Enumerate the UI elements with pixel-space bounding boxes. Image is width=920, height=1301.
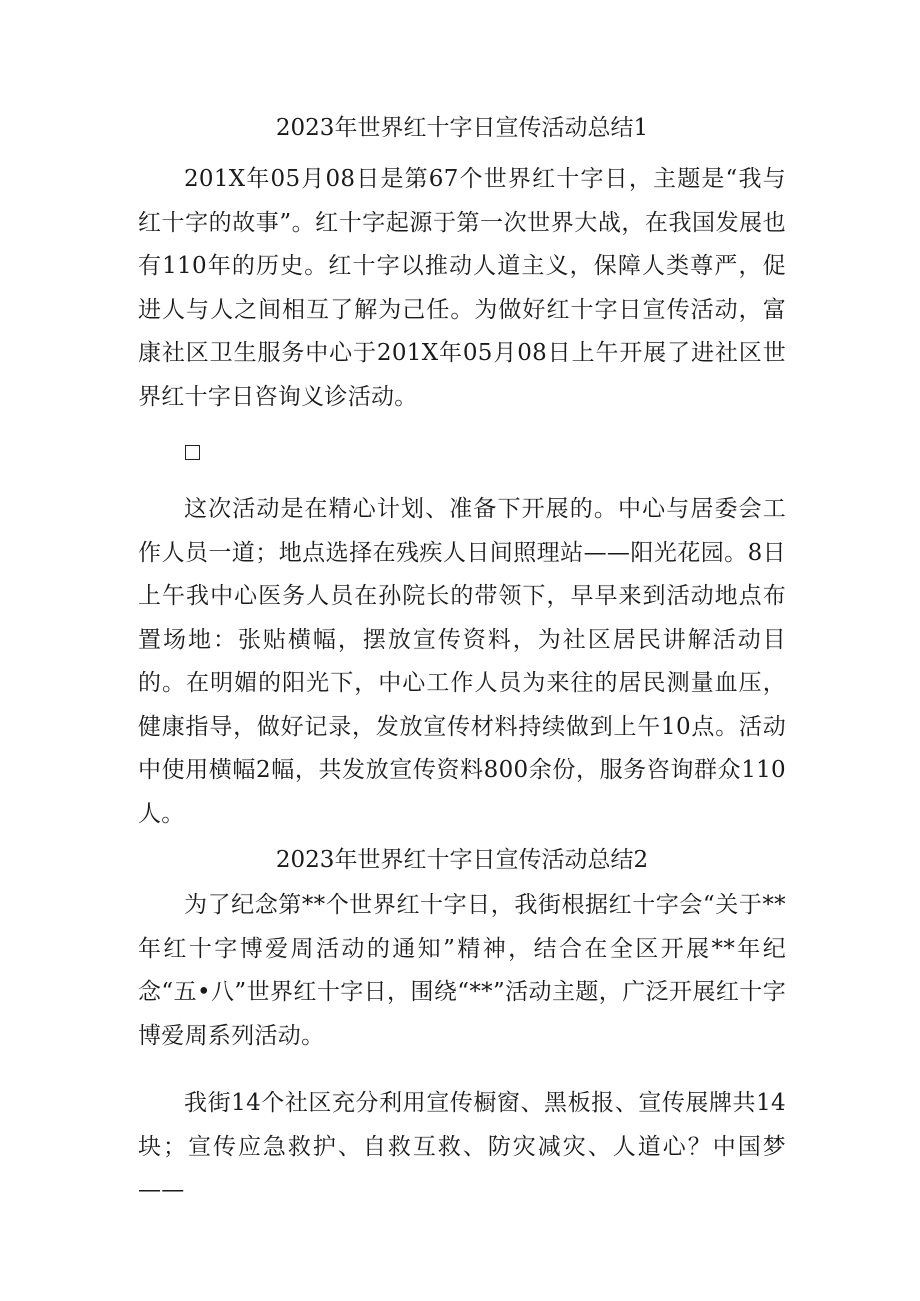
section-1-paragraph-2: 这次活动是在精心计划、准备下开展的。中心与居委会工作人员一道；地点选择在残疾人日间照理站——阳光花园。8日上午我中心医务人员在孙院长的带领下，早早来到活动地点布置场地：张贴横幅，摆放宣传资料，为社区居民讲解活动目的。在明媚的阳光下，中心工作人员为来往的居民测量血压，健康指导，做好记录，发放宣传材料持续做到上午10点。活动中使用横幅2幅，共发放宣传资料800余份，服务咨询群众110人。 bbox=[138, 496, 786, 827]
section-2-title: 2023年世界红十字日宣传活动总结2 bbox=[275, 847, 649, 873]
placeholder-box-line bbox=[138, 435, 786, 478]
section-1-paragraph-1: 201X年05月08日是第67个世界红十字日，主题是“我与红十字的故事”。红十字起源于第一次世界大战，在我国发展也有110年的历史。红十字以推动人道主义，保障人类尊严，促进人与人之间相互了解为己任。为做好红十字日宣传活动，富康社区卫生服务中心于201X年05月08日上午开展了进社区世界红十字日咨询义诊活动。 bbox=[138, 166, 786, 410]
document-page bbox=[138, 108, 786, 1213]
section-2-paragraph-1: 为了纪念第**个世界红十字日，我街根据红十字会“关于**年红十字博爱周活动的通知”精神，结合在全区开展**年纪念“五•八”世界红十字日，围绕“**”活动主题，广泛开展红十字博爱周系列活动。 bbox=[138, 892, 786, 1049]
empty-box-icon bbox=[185, 445, 200, 460]
section-2-paragraph-2: 我街14个社区充分利用宣传橱窗、黑板报、宣传展牌共14块；宣传应急救护、自救互救、防灾减灾、人道心？中国梦—— bbox=[138, 1090, 786, 1203]
section-1-title: 2023年世界红十字日宣传活动总结1 bbox=[275, 115, 649, 141]
